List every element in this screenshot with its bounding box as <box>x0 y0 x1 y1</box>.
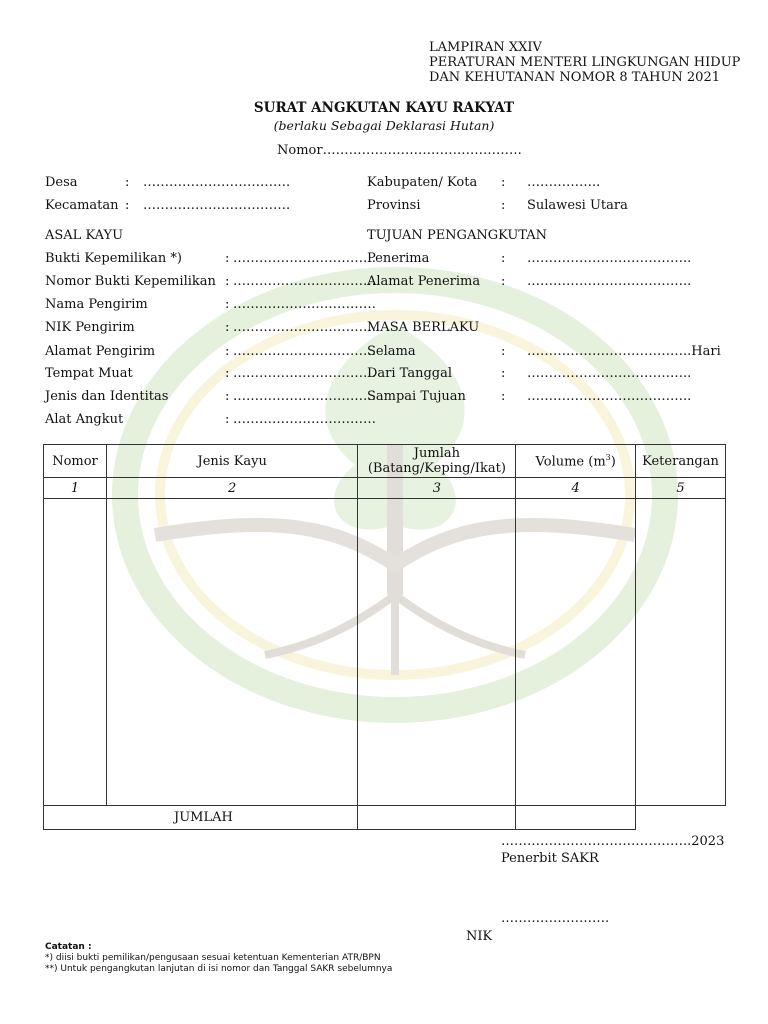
note-1: *) diisi bukti pemilikan/pengusaan sesuai ketentuan Kementerian ATR/BPN <box>45 953 381 963</box>
body-cell-volume[interactable] <box>516 499 636 806</box>
penerima-value: ……………………………….. <box>527 251 692 266</box>
header-line3: DAN KEHUTANAN NOMOR 8 TAHUN 2021 <box>429 70 720 85</box>
tempat-muat-colon: : <box>225 366 230 381</box>
header-line1: LAMPIRAN XXIV <box>429 40 542 55</box>
document-number: Nomor………………………………………. <box>277 143 522 158</box>
total-volume[interactable] <box>516 806 636 830</box>
body-cell-jenis-kayu[interactable] <box>106 499 357 806</box>
penerima-colon: : <box>501 251 506 266</box>
body-cell-jumlah[interactable] <box>358 499 516 806</box>
bukti-kepemilikan-colon: : <box>225 251 230 266</box>
kabupaten-label: Kabupaten/ Kota <box>367 175 478 190</box>
header-volume-close: ) <box>610 454 616 470</box>
nik-pengirim-value: …………………………… <box>233 320 376 335</box>
header-jenis-kayu: Jenis Kayu <box>106 445 357 478</box>
bukti-kepemilikan-label: Bukti Kepemilikan *) <box>45 251 182 266</box>
masa-berlaku-heading: MASA BERLAKU <box>367 320 480 335</box>
sampai-tujuan-label: Sampai Tujuan <box>367 389 466 404</box>
document-subtitle: (berlaku Sebagai Deklarasi Hutan) <box>273 118 495 133</box>
table-total-row <box>44 806 726 830</box>
document-title: SURAT ANGKUTAN KAYU RAKYAT <box>253 100 515 116</box>
note-2: **) Untuk pengangkutan lanjutan di isi nomor dan Tanggal SAKR sebelumnya <box>45 964 393 974</box>
dari-tanggal-label: Dari Tanggal <box>367 366 453 381</box>
alamat-pengirim-colon: : <box>225 344 230 359</box>
nomor-bukti-value: …………………………… <box>233 274 376 289</box>
table-body-row <box>44 499 726 806</box>
col-number-5: 5 <box>636 478 726 499</box>
header-volume <box>516 445 636 478</box>
jenis-identitas-colon: : <box>225 389 230 404</box>
jenis-identitas-label: Jenis dan Identitas <box>45 389 169 404</box>
col-number-4: 4 <box>516 478 636 499</box>
table-number-row <box>44 478 726 499</box>
nama-pengirim-label: Nama Pengirim <box>45 297 148 312</box>
col-number-2: 2 <box>106 478 357 499</box>
body-cell-keterangan[interactable] <box>636 499 726 806</box>
sampai-tujuan-colon: : <box>501 389 506 404</box>
total-jumlah[interactable] <box>358 806 516 830</box>
header-jumlah-line1: Jumlah <box>413 446 460 461</box>
kecamatan-value: ……………………………. <box>143 198 291 213</box>
alamat-pengirim-label: Alamat Pengirim <box>45 344 156 359</box>
alamat-penerima-value: ……………………………….. <box>527 274 692 289</box>
nomor-bukti-colon: : <box>225 274 230 289</box>
kabupaten-value: …………….. <box>527 175 601 190</box>
total-empty <box>636 806 726 830</box>
nama-pengirim-colon: : <box>225 297 230 312</box>
jenis-identitas-value: …………………………… <box>233 389 376 404</box>
selama-value: ………………………………..Hari <box>527 344 721 359</box>
sign-date: ……………………………………..2023 <box>501 834 725 849</box>
col-number-1: 1 <box>44 478 107 499</box>
desa-colon: : <box>125 175 130 190</box>
bukti-kepemilikan-value: …………………………… <box>233 251 376 266</box>
asal-kayu-heading: ASAL KAYU <box>45 228 124 243</box>
table-header-row <box>44 445 726 478</box>
provinsi-label: Provinsi <box>367 198 421 213</box>
header-volume-sup: 3 <box>605 452 611 462</box>
sampai-tujuan-value: ……………………………….. <box>527 389 692 404</box>
tempat-muat-label: Tempat Muat <box>45 366 133 381</box>
desa-value: ……………………………. <box>143 175 291 190</box>
total-label: JUMLAH <box>44 806 358 830</box>
provinsi-value: Sulawesi Utara <box>527 198 628 213</box>
alat-angkut-label: Alat Angkut <box>45 412 124 427</box>
header-line2: PERATURAN MENTERI LINGKUNGAN HIDUP <box>429 55 741 70</box>
header-keterangan: Keterangan <box>636 445 726 478</box>
nik-pengirim-label: NIK Pengirim <box>45 320 135 335</box>
nama-pengirim-value: …………………………… <box>233 297 376 312</box>
kayu-table <box>43 444 726 830</box>
tempat-muat-value: …………………………… <box>233 366 376 381</box>
desa-label: Desa <box>45 175 78 190</box>
col-number-3: 3 <box>358 478 516 499</box>
selama-colon: : <box>501 344 506 359</box>
sign-nik-label: NIK <box>466 929 493 944</box>
header-jumlah-line2: (Batang/Keping/Ikat) <box>367 461 506 476</box>
nomor-bukti-label: Nomor Bukti Kepemilikan <box>45 274 216 289</box>
selama-label: Selama <box>367 344 416 359</box>
dari-tanggal-colon: : <box>501 366 506 381</box>
kabupaten-colon: : <box>501 175 506 190</box>
header-jumlah <box>358 445 516 478</box>
dari-tanggal-value: ……………………………….. <box>527 366 692 381</box>
alamat-penerima-label: Alamat Penerima <box>367 274 481 289</box>
header-nomor: Nomor <box>44 445 107 478</box>
tujuan-heading: TUJUAN PENGANGKUTAN <box>367 228 548 243</box>
kecamatan-label: Kecamatan <box>45 198 119 213</box>
body-cell-nomor[interactable] <box>44 499 107 806</box>
alamat-pengirim-value: …………………………… <box>233 344 376 359</box>
header-volume-text: Volume (m <box>535 454 606 470</box>
nik-pengirim-colon: : <box>225 320 230 335</box>
provinsi-colon: : <box>501 198 506 213</box>
penerima-label: Penerima <box>367 251 430 266</box>
kecamatan-colon: : <box>125 198 130 213</box>
alat-angkut-value: …………………………… <box>233 412 376 427</box>
sign-line: ……………………. <box>501 911 610 926</box>
sign-issuer: Penerbit SAKR <box>501 851 599 866</box>
alamat-penerima-colon: : <box>501 274 506 289</box>
notes-title: Catatan : <box>45 942 92 952</box>
alat-angkut-colon: : <box>225 412 230 427</box>
